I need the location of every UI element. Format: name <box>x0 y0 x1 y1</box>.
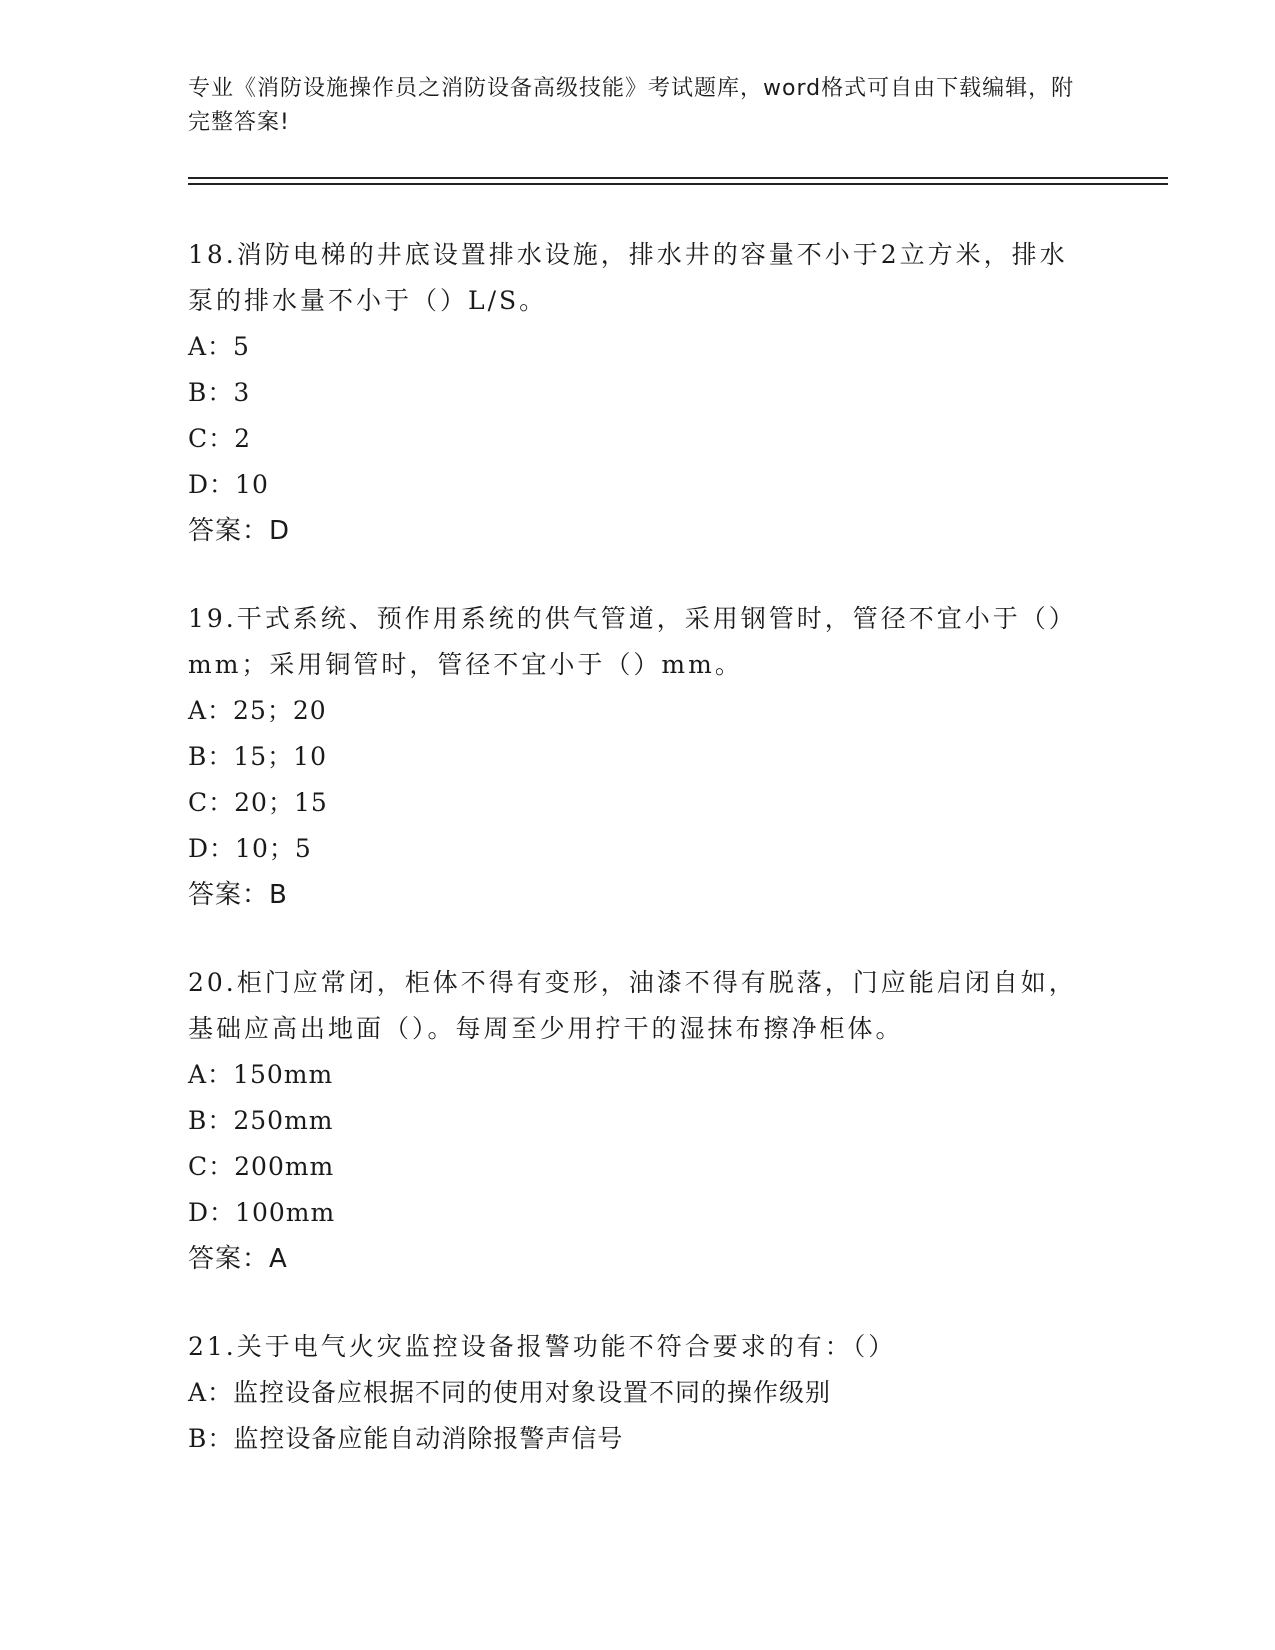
option-b: B：3 <box>188 378 251 407</box>
option-b: B：250mm <box>188 1106 334 1135</box>
answer-line: 答案：A <box>188 1244 288 1274</box>
option-c: C：20；15 <box>188 788 328 817</box>
option-c: C：200mm <box>188 1152 335 1181</box>
question-stem: 19.干式系统、预作用系统的供气管道，采用钢管时，管径不宜小于（）mm；采用铜管时，管径不宜小于（）mm。 <box>188 604 1077 679</box>
header-divider-bottom <box>188 183 1168 185</box>
option-a: A：150mm <box>188 1060 334 1089</box>
option-d: D：100mm <box>188 1198 336 1227</box>
option-a: A：25；20 <box>188 696 327 725</box>
question-stem: 20.柜门应常闭，柜体不得有变形，油漆不得有脱落，门应能启闭自如，基础应高出地面（）。每周至少用拧干的湿抹布擦净柜体。 <box>188 968 1077 1043</box>
question-stem: 18.消防电梯的井底设置排水设施，排水井的容量不小于2立方米，排水泵的排水量不小于（）L/S。 <box>188 240 1068 315</box>
option-c: C：2 <box>188 424 252 453</box>
question-20 <box>188 960 1088 1282</box>
question-list <box>188 232 1088 1504</box>
question-21 <box>188 1324 1088 1462</box>
answer-line: 答案：D <box>188 516 291 546</box>
question-stem: 21.关于电气火灾监控设备报警功能不符合要求的有：（） <box>188 1332 897 1361</box>
question-18 <box>188 232 1088 554</box>
option-a: A：5 <box>188 332 250 361</box>
option-d: D：10 <box>188 470 269 499</box>
option-b: B：15；10 <box>188 742 327 771</box>
answer-line: 答案：B <box>188 880 288 910</box>
question-19 <box>188 596 1088 918</box>
option-a: A：监控设备应根据不同的使用对象设置不同的操作级别 <box>188 1378 832 1407</box>
header-divider-top <box>188 177 1168 179</box>
option-d: D：10；5 <box>188 834 312 863</box>
document-header: 专业《消防设施操作员之消防设备高级技能》考试题库，word格式可自由下载编辑，附完整答案! <box>188 76 1075 135</box>
option-b: B：监控设备应能自动消除报警声信号 <box>188 1424 624 1453</box>
